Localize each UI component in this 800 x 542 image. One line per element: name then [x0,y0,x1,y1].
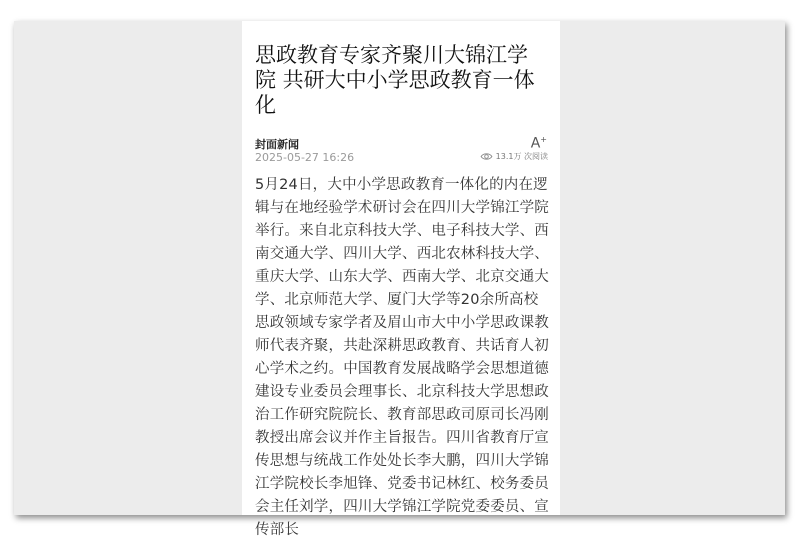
eye-icon [480,152,493,161]
article-card [242,21,560,538]
article-title: 思政教育专家齐聚川大锦江学院 共研大中小学思政教育一体化 [255,43,535,117]
font-size-label: A [530,135,541,152]
font-size-icon[interactable]: A+ [530,135,547,152]
article-date: 2025-05-27 16:26 [255,151,355,164]
view-count [480,151,548,162]
view-count-text: 13.1万 次阅读 [495,152,548,161]
screenshot-frame [14,21,785,538]
article-body: 5月24日，大中小学思政教育一体化的内在逻辑与在地经验学术研讨会在四川大学锦江学院举行。来自北京科技大学、电子科技大学、西南交通大学、四川大学、西北农林科技大学、重庆大学、山东大学、西南大学、北京交通大学、北京师范大学、厦门大学等20余所高校思政领域专家学者及眉山市大中小学思政课教师代表齐聚，共赴深耕思政教育、共话育人初心学术之约。中国教育发展战略学会思想道德建设专业委员会理事长、北京科技大学思想政治工作研究院院长、教育部思政司原司长冯刚教授出席会议并作主旨报告。四川省教育厅宣传思想与统战工作处处长李大鹏，四川大学锦江学院校长李旭锋、党委书记林红、校务委员会主任刘学，四川大学锦江学院党委委员、宣传部长 [255,177,549,538]
article-source[interactable]: 封面新闻 [255,138,299,151]
